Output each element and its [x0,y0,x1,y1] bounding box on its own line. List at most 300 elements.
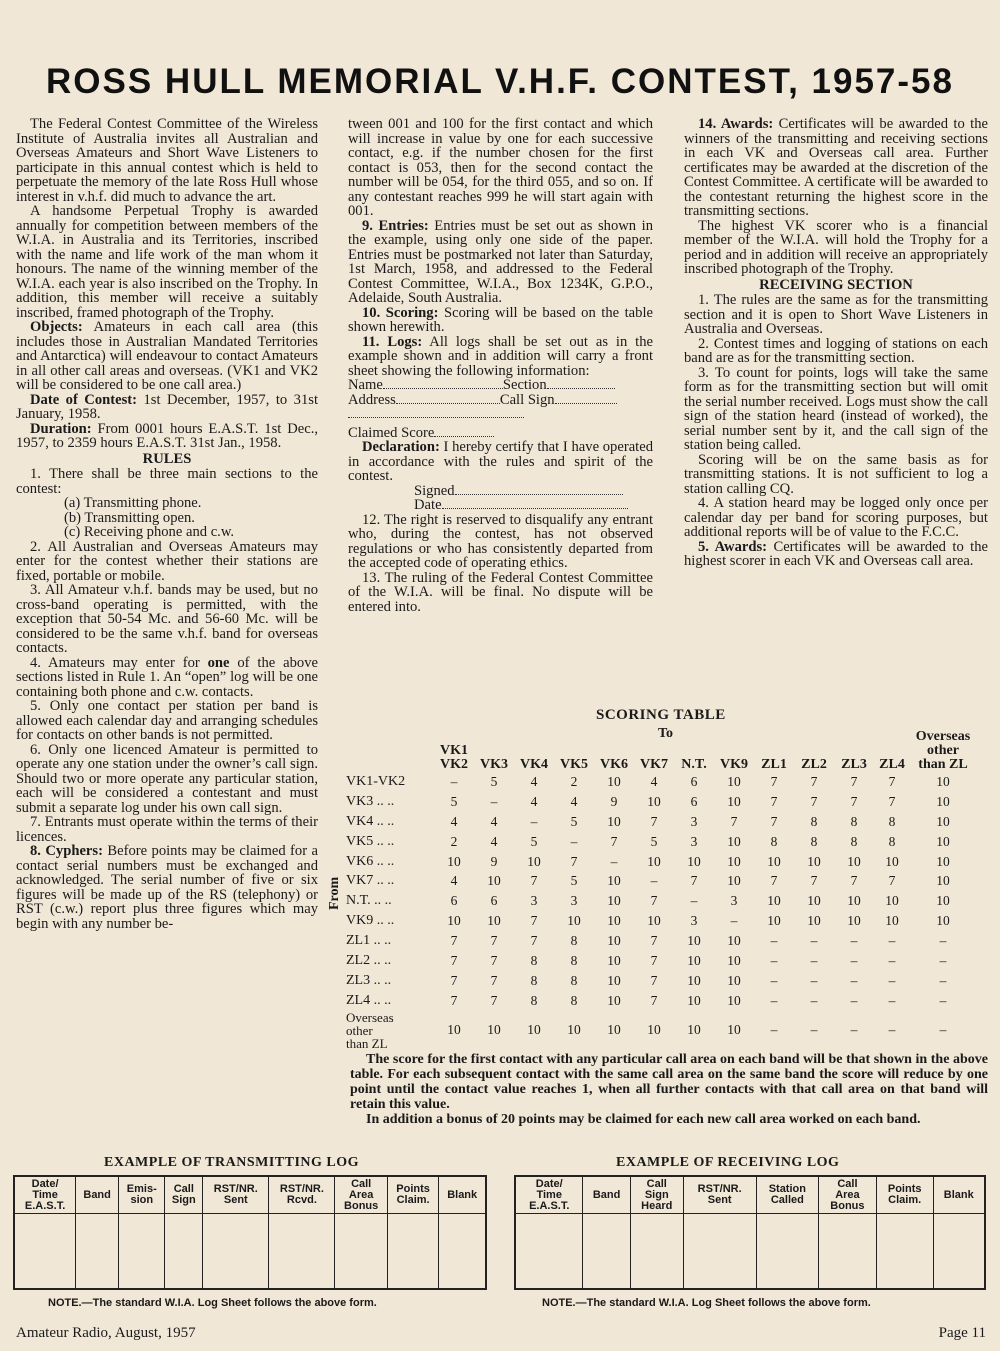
scoring-row-label: ZL1 .. .. [346,933,392,949]
rule-4-emph: one [207,654,230,671]
scoring-cell: 7 [810,793,818,809]
tx-log-col-header: RST/NR. Sent [203,1176,269,1214]
rule-1c: (c) Receiving phone and c.w. [64,524,235,540]
scoring-cell: 8 [810,833,818,849]
rule-14-text: Certificates will be awarded to the winners of the transmitting and receiving sections in each VK and Overseas call area. Further certificates may be awarded at the discretion of the Contest Committee. A certificate will be awarded to the contestant returning the highest score in the transmitting sections. [684,116,988,219]
duration-text: From 0001 hours E.A.S.T. 1st Dec., 1957, to 2359 hours E.A.S.T. 31st Jan., 1958. [16,420,318,451]
rx-log-col-header: Points Claim. [876,1176,933,1214]
footer-publication: Amateur Radio, August, 1957 [16,1325,196,1341]
scoring-cell: 10 [607,952,621,968]
scoring-cell: 10 [607,913,621,929]
tx-log-col-header: Emis- sion [119,1176,165,1214]
tx-log-table [13,1175,487,1290]
scoring-cell: 10 [847,853,861,869]
scoring-cell: 4 [650,773,658,789]
scoring-cell: 10 [647,913,661,929]
scoring-cell: 7 [490,992,498,1008]
tx-log-col-header: RST/NR. Rcvd. [269,1176,335,1214]
rule-8 [16,844,318,931]
scoring-row-label: VK7 .. .. [346,873,395,889]
recv-rule-3b: Scoring will be on the same basis as for transmitting stations. It is not sufficient to log a station calling CQ. [684,451,988,497]
scoring-cell: 10 [607,873,621,889]
scoring-cell: 3 [570,893,578,909]
scoring-cell: 5 [570,873,578,889]
scoring-cell: – [810,952,818,968]
tx-log-blank-cell [335,1214,387,1290]
rx-log-table [514,1175,986,1290]
form-date-blank [442,508,628,509]
scoring-cell: 7 [450,933,458,949]
scoring-row [346,971,976,991]
scoring-row [346,991,976,1011]
scoring-cell: – [810,1022,818,1038]
rx-log-col-header: Call Sign Heard [630,1176,683,1214]
scoring-cell: 7 [650,972,658,988]
objects-label: Objects: [30,319,83,335]
form-claimed-label: Claimed Score [348,424,435,441]
scoring-cell: 5 [570,813,578,829]
scoring-cell: – [570,833,578,849]
scoring-col-header: VK9 [720,757,748,772]
scoring-cell: 10 [647,853,661,869]
scoring-cell: – [939,1022,947,1038]
duration-paragraph [16,422,318,451]
scoring-cell: – [850,1022,858,1038]
scoring-cell: 7 [610,833,618,849]
scoring-cell: 10 [607,773,621,789]
rules-heading: RULES [142,450,192,467]
scoring-col-header: ZL2 [801,757,827,772]
scoring-cell: – [850,972,858,988]
scoring-cell: 7 [770,873,778,889]
scoring-row-label: VK6 .. .. [346,853,395,869]
scoring-cell: – [939,972,947,988]
scoring-col-header: ZL1 [761,757,787,772]
scoring-row [346,812,976,832]
scoring-cell: 7 [490,933,498,949]
scoring-cell: 8 [810,813,818,829]
scoring-cell: 7 [810,773,818,789]
trophy-paragraph: A handsome Perpetual Trophy is awarded annually for competition between members of the W.I.A. in Australia and its Territories, inscribed with the name and life work of the man whom it honours. The name of the winning member of the W.I.A. each year is also inscribed on the Trophy. In addition, this member will receive a suitably inscribed, framed photograph of the Trophy. [16,203,318,321]
scoring-cell: 10 [767,893,781,909]
recv-rule-5-label: 5. Awards: [698,538,768,555]
declaration-label: Declaration: [362,439,440,455]
rx-log-blank-cell [819,1214,877,1290]
scoring-cell: – [770,992,778,1008]
tx-log-col-header: Date/ Time E.A.S.T. [14,1176,76,1214]
rule-4-text-b: of the above sections listed in Rule 1. An “open” log will be one containing both phone and c.w. contacts. [16,654,318,700]
objects-text: Amateurs in each call area (this includes those in Australian Mandated Territories and Antarctica) will endeavour to contact Amateurs in all other call areas and overseas. (VK1 and VK2 will be considered to be one call area.) [16,319,318,393]
scoring-col-header: VK6 [600,757,628,772]
scoring-col-header: ZL4 [879,757,905,772]
scoring-col-header: ZL3 [841,757,867,772]
scoring-row [346,792,976,812]
scoring-cell: 7 [450,952,458,968]
recv-rule-5 [684,540,988,569]
scoring-col-header: VK1 VK2 [440,743,468,772]
scoring-cell: 7 [650,893,658,909]
tx-log-col-header: Band [76,1176,119,1214]
scoring-cell: 10 [767,853,781,869]
scoring-cell: – [530,813,538,829]
scoring-row [346,951,976,971]
scoring-cell: 4 [490,833,498,849]
scoring-cell: 6 [690,793,698,809]
scoring-cell: 7 [770,773,778,789]
rule-3: 3. All Amateur v.h.f. bands may be used, but no cross-band operating is permitted, with the exception that 50-54 Mc. and 56-60 Mc. will be considered to be the same v.h.f. band for overseas contacts. [16,582,318,656]
scoring-cell: 10 [727,793,741,809]
scoring-cell: 10 [607,992,621,1008]
scoring-col-header: Overseas other than ZL [915,729,971,772]
scoring-cell: 10 [447,853,461,869]
rx-log-note: NOTE.—The standard W.I.A. Log Sheet follows the above form. [542,1297,871,1309]
scoring-cell: 6 [450,893,458,909]
recv-rule-2: 2. Contest times and logging of stations on each band are as for the transmitting section. [684,335,988,366]
scoring-cell: – [888,972,896,988]
scoring-cell: 10 [447,1022,461,1038]
scoring-cell: 10 [647,793,661,809]
column-2 [348,117,653,614]
scoring-notes [350,1052,988,1127]
scoring-row-label: VK3 .. .. [346,793,395,809]
scoring-cell: 8 [888,813,896,829]
scoring-cell: 10 [885,853,899,869]
scoring-col-header: VK7 [640,757,668,772]
form-date-line [348,498,653,513]
scoring-cell: 6 [490,893,498,909]
column-1 [16,117,318,931]
scoring-row [346,871,976,891]
scoring-col-header: VK5 [560,757,588,772]
scoring-cell: 10 [727,773,741,789]
scoring-row-label: N.T. .. .. [346,893,392,909]
scoring-table [346,730,976,1050]
tx-log-col-header: Call Sign [165,1176,203,1214]
scoring-cell: 10 [567,913,581,929]
scoring-cell: 10 [687,853,701,869]
scoring-cell: 7 [530,873,538,889]
scoring-row-label: VK4 .. .. [346,813,395,829]
rx-log-blank-cell [933,1214,985,1290]
scoring-row [346,832,976,852]
rule-8-text: Before points may be claimed for a contact serial numbers must be exchanged and acknowledged. The serial number of five or six figures will be made up of the RS (telephony) or RST (c.w.) report plus three figures which may begin with any number be- [16,843,318,932]
form-address-extra-blank [348,411,524,418]
scoring-cell: 10 [727,833,741,849]
scoring-cell: 10 [447,913,461,929]
scoring-row [346,772,976,792]
scoring-row [346,852,976,872]
tx-log-blank-cell [165,1214,203,1290]
scoring-cell: 5 [450,793,458,809]
scoring-cell: 4 [530,793,538,809]
footer-page-number: Page 11 [938,1325,986,1341]
recv-rule-1: 1. The rules are the same as for the transmitting section and it is open to Short Wave Listeners in Australia and Overseas. [684,292,988,337]
rule-7: 7. Entrants must operate within the terms of their licences. [16,814,318,845]
scoring-cell: 10 [936,813,950,829]
scoring-cell: 10 [807,893,821,909]
scoring-col-header: VK3 [480,757,508,772]
scoring-cell: – [770,933,778,949]
rule-11 [348,335,653,379]
scoring-cell: 10 [607,972,621,988]
scoring-row [346,911,976,931]
duration-label: Duration: [30,420,92,437]
scoring-cell: 7 [888,773,896,789]
date-paragraph [16,393,318,422]
tx-log-note: NOTE.—The standard W.I.A. Log Sheet follows the above form. [48,1297,377,1309]
rule-1b: (b) Transmitting open. [64,509,195,526]
scoring-cell: 8 [530,972,538,988]
scoring-cell: 9 [490,853,498,869]
scoring-cell: 10 [885,893,899,909]
rule-4 [16,656,318,700]
tx-log-blank-cell [269,1214,335,1290]
scoring-cell: 10 [647,1022,661,1038]
form-name-blank [383,388,503,389]
scoring-col-header: VK4 [520,757,548,772]
scoring-cell: 7 [888,793,896,809]
scoring-cell: 10 [936,913,950,929]
scoring-cell: 10 [487,1022,501,1038]
scoring-cell: 10 [607,933,621,949]
scoring-cell: 3 [690,813,698,829]
rule-13: 13. The ruling of the Federal Contest Committee of the W.I.A. will be final. No dispute will be entered into. [348,569,653,615]
scoring-cell: 3 [690,833,698,849]
scoring-cell: 5 [650,833,658,849]
form-signed-line [348,484,653,499]
scoring-cell: 4 [570,793,578,809]
scoring-cell: 10 [885,913,899,929]
scoring-cell: 7 [888,873,896,889]
scoring-cell: 4 [490,813,498,829]
rule-10 [348,306,653,335]
scoring-cell: 10 [936,853,950,869]
scoring-cell: 10 [727,933,741,949]
scoring-cell: 10 [767,913,781,929]
form-signed-blank [455,494,623,495]
scoring-cell: 10 [936,773,950,789]
rx-log-blank-cell [583,1214,630,1290]
scoring-cell: – [690,893,698,909]
scoring-cell: – [850,952,858,968]
form-claimed-line [348,426,653,441]
scoring-row-label: ZL4 .. .. [346,992,392,1008]
scoring-cell: – [850,992,858,1008]
scoring-cell: – [650,873,658,889]
form-claimed-blank [434,436,494,437]
form-address-line [348,393,653,408]
scoring-cell: 10 [687,1022,701,1038]
scoring-cell: 10 [527,1022,541,1038]
scoring-cell: 10 [607,893,621,909]
rule-11-text: All logs shall be set out as in the example shown and in addition will carry a front sheet showing the following information: [348,333,653,379]
recv-rule-3: 3. To count for points, logs will take the same form as for the transmitting section but will omit the serial number received. Logs must show the call sign of the station heard (instead of worked), the serial number sent by it, and the call sign of the station being called. [684,364,988,453]
scoring-cell: 7 [490,952,498,968]
rx-log-body-row [515,1214,985,1290]
date-text: 1st December, 1957, to 31st January, 1958. [16,391,318,422]
rule-2: 2. All Australian and Overseas Amateurs may enter for the contest whether their stations are fixed, portable or mobile. [16,538,318,584]
form-date-label: Date [414,497,442,513]
scoring-cell: 10 [847,913,861,929]
scoring-cell: 2 [570,773,578,789]
scoring-cell: 10 [487,913,501,929]
form-name-label: Name [348,377,383,393]
form-callsign-blank [555,403,617,404]
rx-log-col-header: Blank [933,1176,985,1214]
tx-log-blank-cell [203,1214,269,1290]
scoring-cell: 8 [570,952,578,968]
scoring-cell: 8 [570,972,578,988]
scoring-cell: 10 [727,972,741,988]
scoring-cell: 10 [567,1022,581,1038]
scoring-cell: – [888,933,896,949]
rule-10-label: 10. Scoring: [362,304,439,321]
rule-1a: (a) Transmitting phone. [64,495,202,511]
scoring-cell: 2 [450,833,458,849]
scoring-cell: – [939,992,947,1008]
scoring-cell: 7 [770,793,778,809]
scoring-cell: – [888,992,896,1008]
scoring-row [346,931,976,951]
scoring-cell: 10 [847,893,861,909]
form-callsign-label: Call Sign [499,391,555,408]
form-section-label: Section [502,377,547,393]
scoring-cell: 7 [650,933,658,949]
rx-log-col-header: Station Called [756,1176,818,1214]
scoring-note-1: The score for the first contact with any particular call area on each band will be that shown in the above table. For each subsequent contact with the same call area on the same band the score will reduce by one point until the contact value reaches 1, when all further contacts with that call area on that band will retain this value. [350,1052,988,1112]
scoring-cell: 4 [450,873,458,889]
scoring-cell: 10 [607,1022,621,1038]
rx-log-header-row [515,1176,985,1214]
tx-log-title: EXAMPLE OF TRANSMITTING LOG [104,1155,360,1170]
scoring-cell: 10 [807,913,821,929]
scoring-row-label: VK5 .. .. [346,833,395,849]
scoring-corner [346,730,434,772]
scoring-cell: 4 [530,773,538,789]
scoring-cell: 10 [727,853,741,869]
rule-11-label: 11. Logs: [362,333,423,350]
scoring-row-label: ZL2 .. .. [346,952,392,968]
scoring-row-label: ZL3 .. .. [346,972,392,988]
rx-log-col-header: Call Area Bonus [819,1176,877,1214]
tx-log-body-row [14,1214,486,1290]
scoring-cell: 7 [650,952,658,968]
declaration [348,440,653,484]
scoring-cell: 9 [610,793,618,809]
scoring-cell: 7 [450,972,458,988]
scoring-cell: 7 [570,853,578,869]
rx-log-blank-cell [515,1214,583,1290]
objects-paragraph [16,320,318,393]
form-section-blank [547,388,615,389]
scoring-cell: – [810,992,818,1008]
scoring-from-label: From [327,876,342,910]
rx-log-col-header: Date/ Time E.A.S.T. [515,1176,583,1214]
scoring-cell: 7 [850,873,858,889]
rule-6: 6. Only one licenced Amateur is permitted to operate any one station under the owner’s call sign. Should two or more operate any particular station, each will be considered a contestant and must submit a separate log under his own call sign. [16,741,318,816]
scoring-cell: 3 [530,893,538,909]
scoring-row-label: VK9 .. .. [346,913,395,929]
rule-9 [348,219,653,306]
scoring-cell: 7 [530,913,538,929]
scoring-cell: – [730,913,738,929]
scoring-cell: 10 [727,992,741,1008]
rule-12: 12. The right is reserved to disqualify any entrant who, during the contest, has not observed regulations or who has consistently departed from the accepted code of operating ethics. [348,511,653,571]
scoring-cell: 8 [530,992,538,1008]
rule-14-label: 14. Awards: [698,116,774,132]
scoring-cell: 10 [527,853,541,869]
rule-9-label: 9. Entries: [362,217,429,234]
scoring-cell: 10 [687,972,701,988]
scoring-cell: 10 [936,873,950,889]
trophy-holder-paragraph: The highest VK scorer who is a financial member of the W.I.A. will hold the Trophy for a period and in addition will receive an appropriately inscribed photograph of the Trophy. [684,217,988,277]
scoring-cell: 8 [888,833,896,849]
scoring-cell: – [490,793,498,809]
scoring-cell: 8 [530,952,538,968]
tx-log-blank-cell [439,1214,486,1290]
tx-log-blank-cell [14,1214,76,1290]
form-address-blank-2 [348,407,653,422]
rx-log-title: EXAMPLE OF RECEIVING LOG [616,1155,840,1170]
scoring-cell: 6 [690,773,698,789]
scoring-cell: 3 [690,913,698,929]
scoring-cell: 7 [530,933,538,949]
scoring-cell: – [450,773,458,789]
scoring-body [346,772,976,1050]
rx-log-blank-cell [756,1214,818,1290]
scoring-cell: – [770,1022,778,1038]
scoring-cell: 5 [490,773,498,789]
tx-log-col-header: Call Area Bonus [335,1176,387,1214]
rx-log-col-header: RST/NR. Sent [683,1176,756,1214]
rule-8-continued: tween 001 and 100 for the first contact and which will increase in value by one for each successive contact, e.g. if the number chosen for the first contact is 053, then for the second contact the number will be 054, for the third 055, and so on. If any contestant reaches 999 he will start again with 001. [348,116,653,219]
rx-log-col-header: Band [583,1176,630,1214]
scoring-cell: 7 [490,972,498,988]
rule-4-text-a: 4. Amateurs may enter for [30,654,208,671]
scoring-cell: 3 [730,893,738,909]
scoring-cell: 4 [450,813,458,829]
scoring-cell: – [770,952,778,968]
scoring-cell: – [770,972,778,988]
scoring-cell: 10 [727,873,741,889]
tx-log-blank-cell [76,1214,119,1290]
recv-rule-5-text: Certificates will be awarded to the highest scorer in each VK and Overseas call area. [684,538,989,569]
rx-log-blank-cell [683,1214,756,1290]
scoring-cell: – [939,952,947,968]
form-name-line [348,378,653,393]
scoring-cell: – [888,952,896,968]
tx-log-blank-cell [119,1214,165,1290]
scoring-cell: 8 [850,833,858,849]
rule-14 [684,117,988,219]
scoring-cell: 10 [607,813,621,829]
scoring-cell: 8 [570,992,578,1008]
scoring-to-label: To [658,726,674,741]
tx-log-header-row [14,1176,486,1214]
scoring-cell: – [850,933,858,949]
date-label: Date of Contest: [30,391,137,408]
page-title: ROSS HULL MEMORIAL V.H.F. CONTEST, 1957-58 [46,62,954,101]
scoring-cell: 10 [687,992,701,1008]
scoring-row [346,1011,976,1050]
form-address-label: Address [348,391,396,408]
scoring-row-label: Overseas other than ZL [346,1009,394,1051]
rx-log-blank-cell [630,1214,683,1290]
scoring-cell: 7 [690,873,698,889]
scoring-cell: 8 [570,933,578,949]
scoring-cell: 10 [807,853,821,869]
tx-log-col-header: Blank [439,1176,486,1214]
